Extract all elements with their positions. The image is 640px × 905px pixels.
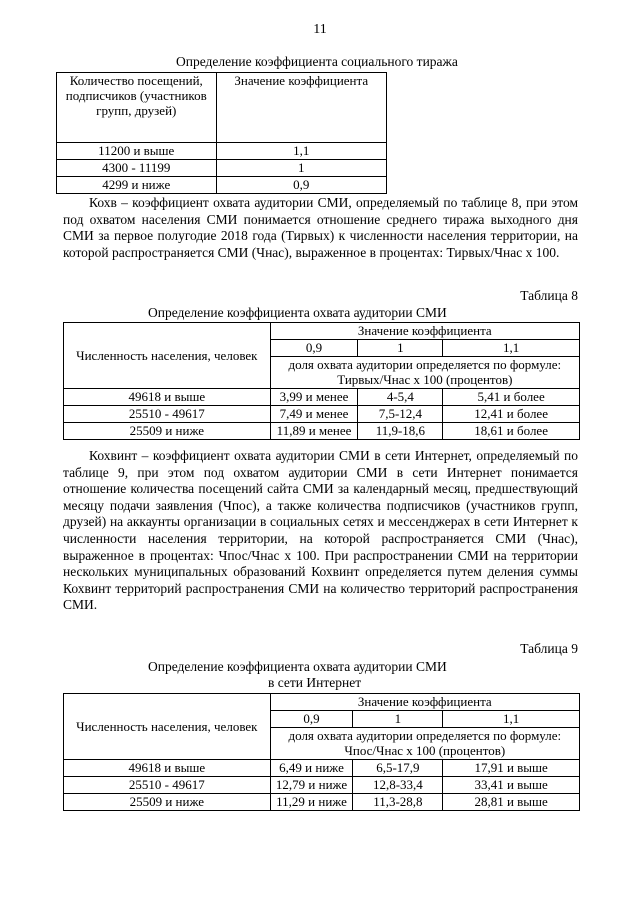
table-cell: 25509 и ниже (64, 794, 271, 811)
table-row (57, 143, 387, 160)
table-cell: 11,9-18,6 (358, 423, 443, 440)
table-cell: 11200 и выше (57, 143, 217, 160)
table8-formula: доля охвата аудитории определяется по формуле: Тирвых/Чнас х 100 (процентов) (270, 357, 579, 389)
table-cell: 12,79 и ниже (270, 777, 353, 794)
table-cell: 17,91 и выше (443, 760, 580, 777)
table-social (56, 72, 387, 194)
paragraph-text: Кохв – коэффициент охвата аудитории СМИ, определяемый по таблице 8, при этом под охватом населения СМИ понимается отношение среднего тиража выходного дня СМИ за первое полугодие 2018 года (Тирвых) к численности населения территории, на которой распространяется СМИ (Чнас), выраженное в процентах: Тирвых/Чнас х 100. (63, 195, 578, 260)
table-cell: 28,81 и выше (443, 794, 580, 811)
table-row (64, 423, 580, 440)
table9-coef: 0,9 (270, 711, 353, 728)
table-cell: 1 (216, 160, 387, 177)
paragraph-kohv (63, 195, 578, 261)
table-row (64, 794, 580, 811)
table-cell: 18,61 и более (443, 423, 580, 440)
table9-caption-line2: в сети Интернет (268, 675, 362, 690)
paragraph-text: Кохвинт – коэффициент охвата аудитории СМИ в сети Интернет, определяемый по таблице 9, при этом под охватом аудитории СМИ в сети Интернет понимается отношение количества посещений сайта СМИ за календарный месяц, предшествующий месяцу подачи заявления (Чпос), а также количества подписчиков (участников групп, друзей) на аккаунты организации в социальных сетях и мессенджерах в сети Интернет к численности населения территории, на которой распространяется СМИ (Чнас), выраженное в процентах: Чпос/Чнас х 100. При распространении СМИ на территории нескольких муниципальных образований Кохвинт определяется путем деления суммы Кохвинт территорий распространения СМИ на количество территорий распространения СМИ. (63, 448, 578, 613)
table-row (64, 389, 580, 406)
table-cell: 11,3-28,8 (353, 794, 443, 811)
table-cell: 4300 - 11199 (57, 160, 217, 177)
table-cell: 25509 и ниже (64, 423, 271, 440)
table9-coef: 1,1 (443, 711, 580, 728)
table9-caption-line1: Определение коэффициента охвата аудитории СМИ (148, 659, 447, 674)
table-cell: 3,99 и менее (270, 389, 358, 406)
table9 (63, 693, 580, 811)
table-cell: 6,49 и ниже (270, 760, 353, 777)
paragraph-kohvint (63, 448, 578, 614)
table8-header-population: Численность населения, человек (64, 323, 271, 389)
table-social-header-value: Значение коэффициента (216, 73, 387, 143)
table-social-header-count: Количество посещений, подписчиков (участников групп, друзей) (57, 73, 217, 143)
table-cell: 4-5,4 (358, 389, 443, 406)
table-cell: 25510 - 49617 (64, 406, 271, 423)
table-cell: 11,29 и ниже (270, 794, 353, 811)
table-cell: 12,8-33,4 (353, 777, 443, 794)
table-cell: 49618 и выше (64, 389, 271, 406)
page-number: 11 (313, 22, 327, 37)
table-cell: 4299 и ниже (57, 177, 217, 194)
table8 (63, 322, 580, 440)
table8-coef: 1 (358, 340, 443, 357)
table9-header-group: Значение коэффициента (270, 694, 579, 711)
table8-label: Таблица 8 (520, 288, 578, 303)
table-row (64, 777, 580, 794)
table-cell: 5,41 и более (443, 389, 580, 406)
table8-header-group: Значение коэффициента (270, 323, 579, 340)
table8-coef: 1,1 (443, 340, 580, 357)
table9-header-population: Численность населения, человек (64, 694, 271, 760)
table-cell: 11,89 и менее (270, 423, 358, 440)
table-cell: 12,41 и более (443, 406, 580, 423)
table9-label: Таблица 9 (520, 641, 578, 656)
table-row (64, 760, 580, 777)
table8-caption: Определение коэффициента охвата аудитории СМИ (148, 305, 447, 320)
table8-coef: 0,9 (270, 340, 358, 357)
table-cell: 6,5-17,9 (353, 760, 443, 777)
table-social-caption: Определение коэффициента социального тиража (176, 54, 458, 69)
table-cell: 49618 и выше (64, 760, 271, 777)
table-cell: 0,9 (216, 177, 387, 194)
table9-formula: доля охвата аудитории определяется по формуле: Чпос/Чнас х 100 (процентов) (270, 728, 579, 760)
table-row (57, 177, 387, 194)
table-cell: 1,1 (216, 143, 387, 160)
table-row (57, 160, 387, 177)
table-cell: 33,41 и выше (443, 777, 580, 794)
table-cell: 25510 - 49617 (64, 777, 271, 794)
table-row (64, 406, 580, 423)
table-cell: 7,5-12,4 (358, 406, 443, 423)
table-cell: 7,49 и менее (270, 406, 358, 423)
table9-coef: 1 (353, 711, 443, 728)
